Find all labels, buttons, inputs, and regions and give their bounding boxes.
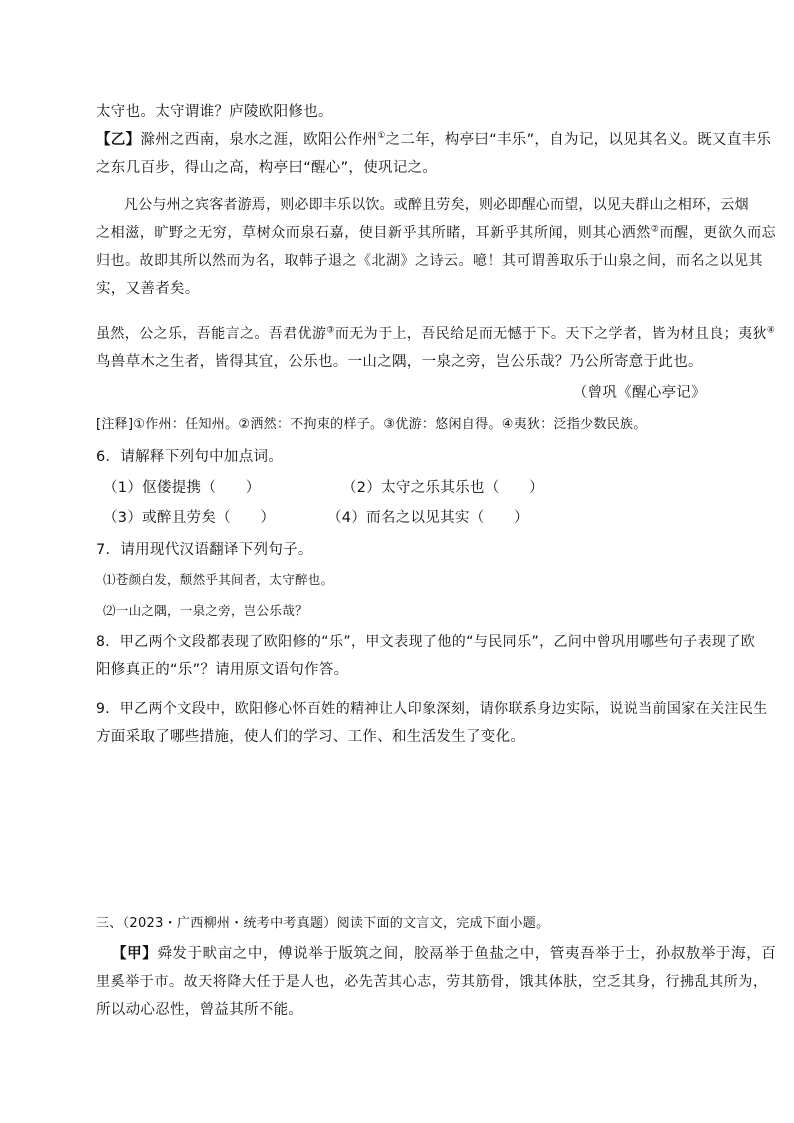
passage-line: 【甲】舜发于畎亩之中，傅说举于版筑之间，胶鬲举于鱼盐之中，管夷吾举于士，孙叔敖举于海，百 bbox=[112, 946, 777, 962]
question-7-item-2: ⑵一山之隅，一泉之旁，岂公乐哉？ bbox=[103, 603, 308, 618]
question-9: 9．甲乙两个文段中，欧阳修心怀百姓的精神让人印象深刻，请你联系身边实际，说说当前国家在关注民生 bbox=[96, 701, 768, 717]
question-8-cont: 阳修真正的“乐”？请用原文语句作答。 bbox=[96, 662, 349, 678]
passage-line: 凡公与州之宾客者游焉，则必即丰乐以饮。或醉且劳矣，则必即醒心而望，以见夫群山之相环，云烟 bbox=[124, 197, 749, 213]
annotation-notes: [注释]①作州：任知州。②洒然：不拘束的样子。③优游：悠闲自得。④夷狄：泛指少数民族。 bbox=[96, 417, 647, 432]
question-7-item-1: ⑴苍颜白发，颓然乎其间者，太守醉也。 bbox=[103, 572, 334, 587]
question-6-item-1: （1）伛偻提携（ ） bbox=[103, 480, 261, 496]
passage-line: 之东几百步，得山之高，构亭曰“醒心”，使巩记之。 bbox=[96, 160, 438, 176]
passage-line: 实，又善者矣。 bbox=[96, 281, 200, 297]
passage-label-jia: 【甲】 bbox=[112, 946, 158, 962]
passage-label-yi: 【乙】 bbox=[96, 132, 141, 148]
source-citation: （曾巩《醒心亭记》 bbox=[572, 385, 706, 401]
footnote-mark: ② bbox=[650, 224, 660, 235]
footnote-mark: ③ bbox=[326, 325, 335, 336]
footnote-mark: ④ bbox=[766, 325, 776, 336]
question-6-item-4: （4）而名之以见其实（ ） bbox=[327, 510, 529, 526]
question-6-item-2: （2）太守之乐其乐也（ ） bbox=[342, 480, 544, 496]
question-6: 6．请解释下列句中加点词。 bbox=[96, 449, 284, 465]
section-3-heading: 三、（2023・广西柳州・统考中考真题）阅读下面的文言文，完成下面小题。 bbox=[96, 916, 550, 931]
question-6-item-3: （3）或醉且劳矣（ ） bbox=[103, 510, 276, 526]
passage-line: 【乙】滁州之西南，泉水之涯，欧阳公作州①之二年，构亭曰“丰乐”，自为记，以见其名义。既又直丰乐 bbox=[96, 131, 772, 148]
passage-line: 太守也。太守谓谁？庐陵欧阳修也。 bbox=[96, 104, 333, 120]
question-8: 8．甲乙两个文段都表现了欧阳修的“乐”，甲文表现了他的“与民同乐”，乙问中曾巩用哪些句子表现了欧 bbox=[96, 634, 756, 650]
passage-line: 所以动心忍性，曾益其所不能。 bbox=[96, 1002, 304, 1018]
passage-line: 里奚举于市。故天将降大任于是人也，必先苦其心志，劳其筋骨，饿其体肤，空乏其身，行拂乱其所为， bbox=[96, 974, 768, 990]
question-7: 7．请用现代汉语翻译下列句子。 bbox=[96, 542, 313, 558]
question-9-cont: 方面采取了哪些措施，使人们的学习、工作、和生活发生了变化。 bbox=[96, 729, 526, 745]
passage-line: 鸟兽草木之生者，皆得其宜，公乐也。一山之隅，一泉之旁，岂公乐哉？乃公所寄意于此也。 bbox=[96, 354, 703, 370]
passage-line: 归也。故即其所以然而为名，取韩子退之《北湖》之诗云。噫！其可谓善取乐于山泉之间，而名之以见其 bbox=[96, 253, 763, 269]
passage-line: 之相滋，旷野之无穷，草树众而泉石嘉，使目新乎其所睹，耳新乎其所闻，则其心洒然②而醒，更欲久而忘 bbox=[96, 224, 777, 241]
footnote-mark: ① bbox=[377, 131, 386, 142]
passage-line: 虽然，公之乐，吾能言之。吾君优游③而无为于上，吾民给足而无憾于下。天下之学者，皆为材且良；夷狄④ bbox=[96, 325, 776, 342]
